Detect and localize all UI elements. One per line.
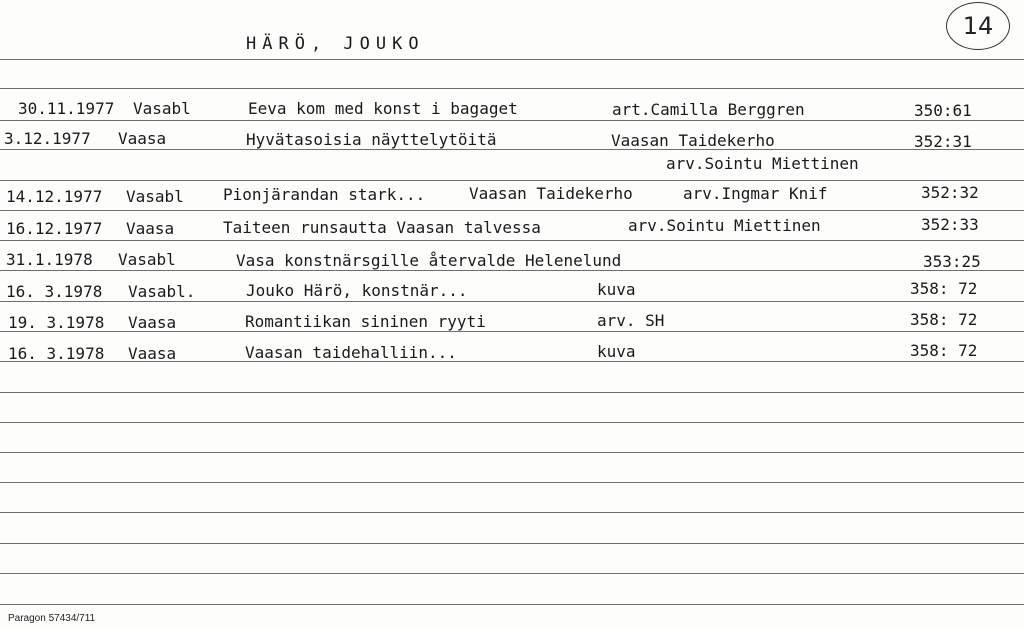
entry-note: arv.Sointu Miettinen [628, 216, 821, 235]
entry-paper: Vaasa [126, 219, 175, 238]
entry-title: Pionjärandan stark... [223, 185, 426, 204]
ruled-line [0, 301, 1024, 302]
entry-paper: Vaasa [128, 313, 177, 332]
header-rule [0, 59, 1024, 60]
ruled-line [0, 482, 1024, 483]
entry-date: 16.12.1977 [6, 219, 103, 238]
ruled-line [0, 543, 1024, 544]
card-imprint: Paragon 57434/711 [8, 613, 96, 624]
card-title: HÄRÖ, JOUKO [246, 34, 425, 54]
entry-ref: 352:31 [914, 132, 972, 151]
entry-paper: Vaasa [128, 344, 177, 363]
entry-title: Taiteen runsautta Vaasan talvessa [223, 218, 541, 237]
ruled-line [0, 149, 1024, 150]
entry-note: Vaasan Taidekerho [611, 131, 775, 150]
entry-ref: 358: 72 [910, 279, 978, 298]
ruled-line [0, 120, 1024, 121]
entry-date: 19. 3.1978 [8, 313, 105, 332]
entry-paper: Vasabl [133, 99, 191, 118]
entry-date: 31.1.1978 [6, 250, 93, 269]
entry-title: Hyvätasoisia näyttelytöitä [246, 130, 497, 149]
entry-note: arv. SH [597, 311, 665, 330]
entry-paper: Vasabl [126, 187, 184, 206]
ruled-line [0, 180, 1024, 181]
entry-note-2: arv.Ingmar Knif [683, 184, 828, 203]
entry-date: 16. 3.1978 [6, 282, 103, 301]
entry-title: Jouko Härö, konstnär... [246, 281, 468, 300]
ruled-line [0, 240, 1024, 241]
ruled-line [0, 270, 1024, 271]
entry-note: Vaasan Taidekerho [469, 184, 633, 203]
entry-note-2: arv.Sointu Miettinen [666, 154, 859, 173]
ruled-line [0, 573, 1024, 574]
entry-paper: Vasabl. [128, 282, 196, 301]
entry-date: 3.12.1977 [4, 129, 91, 148]
entry-title: Vasa konstnärsgille återvalde Helenelund [236, 251, 622, 270]
entry-note: art.Camilla Berggren [612, 100, 805, 119]
entry-ref: 350:61 [914, 101, 972, 120]
entry-date: 30.11.1977 [18, 99, 115, 118]
entry-ref: 352:33 [921, 215, 979, 234]
ruled-line [0, 422, 1024, 423]
entry-title: Romantiikan sininen ryyti [245, 312, 486, 331]
entry-ref: 352:32 [921, 183, 979, 202]
entry-ref: 358: 72 [910, 341, 978, 360]
entry-paper: Vasabl [118, 250, 176, 269]
ruled-line [0, 452, 1024, 453]
ruled-line [0, 604, 1024, 605]
entry-title: Vaasan taidehalliin... [245, 343, 457, 362]
ruled-line [0, 512, 1024, 513]
entry-note: kuva [597, 280, 636, 299]
entry-ref: 358: 72 [910, 310, 978, 329]
entry-date: 16. 3.1978 [8, 344, 105, 363]
ruled-line [0, 210, 1024, 211]
entry-date: 14.12.1977 [6, 187, 103, 206]
entry-note: kuva [597, 342, 636, 361]
entry-title: Eeva kom med konst i bagaget [248, 99, 518, 118]
ruled-line [0, 392, 1024, 393]
ruled-line [0, 88, 1024, 89]
entry-paper: Vaasa [118, 129, 167, 148]
entry-ref: 353:25 [923, 252, 981, 271]
page-number-circle: 14 [946, 2, 1010, 50]
